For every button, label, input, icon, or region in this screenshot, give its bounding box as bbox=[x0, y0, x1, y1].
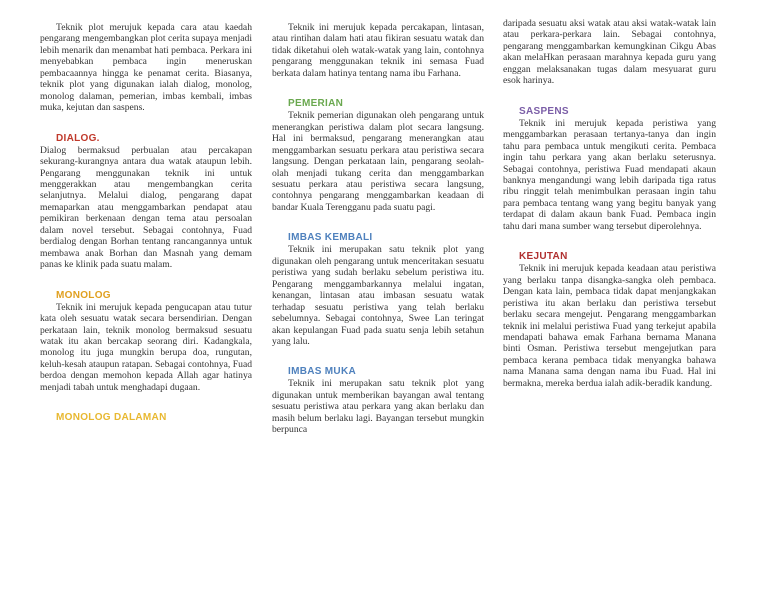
saspens-paragraph: Teknik ini merujuk kepada peristiwa yang menggambarkan perasaan tertanya-tanya dan ingin tahu para pembaca untuk mengikuti cerita. Pembaca ingin tahu perkara yang akan berlaku seterusnya. Sebagai contohnya, peristiwa Fuad mendapati akaun banknya mengandungi wang lebih daripada tiga ratus ribu ringgit telah menimbulkan perasaan ingin tahu para pembaca tentang wang yang begitu banyak yang terdapat di dalam akaun bank Fuad. Pembaca ingin tahu dari mana sumber wang tersebut diperolehnya. bbox=[503, 117, 716, 232]
imbas-kembali-paragraph: Teknik ini merupakan satu teknik plot yang digunakan oleh pengarang untuk menceritakan sesuatu peristiwa yang sudah berlaku sebelum peristiwa itu. Pengarang menggambarkannya melalui ingatan, kenangan, lintasan atau imbasan sesuatu watak terhadap sesuatu peristiwa yang telah berlaku sebelumnya. Sebagai contohnya, Swee Lan teringat akan kepulangan Fuad pada suatu senja lebih setahun yang lalu. bbox=[272, 244, 484, 347]
monolog-paragraph: Teknik ini merujuk kepada pengucapan atau tutur kata oleh sesuatu watak secara bersendirian. Dengan perkataan lain, teknik monolog bermaksud sesuatu watak itu akan bercakap seorang diri. Kadangkala, monolog itu juga mungkin berupa doa, rungutan, keluh-kesah ataupun ratapan. Sebagai contohnya, Fuad berdoa dengan memohon kepada Allah agar hatinya menjadi tabah untuk menghadapi dugaan. bbox=[40, 301, 252, 393]
imbas-muka-heading: IMBAS MUKA bbox=[288, 366, 356, 378]
imbas-kembali-heading: IMBAS KEMBALI bbox=[288, 232, 373, 244]
monolog-dalaman-heading: MONOLOG DALAMAN bbox=[56, 412, 167, 424]
kejutan-paragraph: Teknik ini merujuk kepada keadaan atau peristiwa yang berlaku tanpa disangka-sangka oleh pembaca. Dengan kata lain, pembaca tidak dapat menjangkakan peristiwa itu akan berlaku dan peristiwa tersebut berlaku secara mengejut. Pengarang menggambarkan teknik ini melalui peristiwa Fuad yang terkejut apabila mendapati bahawa emak Farhana bernama Manana binti Osman. Peristiwa tersebut mengejutkan para pembaca kerana pembaca tidak menyangka bahawa nama Manana sama dengan nama ibu Fuad. Hal ini bermakna, mereka berdua ialah adik-beradik kandung. bbox=[503, 263, 716, 389]
pemerian-paragraph: Teknik pemerian digunakan oleh pengarang untuk menerangkan peristiwa dalam plot secara langsung. Hal ini bermaksud, pengarang menerangkan atau menggambarkan sesuatu perkara atau peristiwa secara langsung. Dengan perkataan lain, pengarang seolah-olah menjadi tukang cerita dan menggambarkan sesuatu perkara atau peristiwa secara langsung, contohnya pengarang menggambarkan keadaan di bandar Kuala Terengganu pada suatu pagi. bbox=[272, 110, 484, 213]
dialog-paragraph: Dialog bermaksud perbualan atau percakapan sekurang-kurangnya antara dua watak ataupun lebih. Pengarang menggunakan teknik ini untuk menggerakkan atau mengembangkan cerita selanjutnya. Melalui dialog, pengarang dapat memaparkan atau menggambarkan pendapat atau pemikiran berkenaan dengan tema atau persoalan dalam novel tersebut. Sebagai contohnya, Fuad berdialog dengan Borhan tentang rancangannya untuk membawa anak Borhan dan Masnah yang demam panas ke klinik pada suatu malam. bbox=[40, 144, 252, 271]
column-left bbox=[40, 22, 252, 424]
imbas-muka-paragraph: Teknik ini merupakan satu teknik plot yang digunakan untuk memberikan bayangan awal tentang sesuatu peristiwa atau perkara yang akan berlaku dan masih belum berlaku lagi. Bayangan tersebut mungkin berpunca bbox=[272, 378, 484, 436]
pemerian-heading: PEMERIAN bbox=[288, 98, 344, 110]
intro-paragraph: Teknik plot merujuk kepada cara atau kaedah pengarang mengembangkan plot cerita supaya menjadi lebih menarik dan menambat hati pembaca. Perkara ini menyebabkan pembaca ingin meneruskan pembacaannya hingga ke penamat cerita. Biasanya, teknik plot yang digunakan ialah dialog, monolog, monolog dalaman, pemerian, imbas kembali, imbas muka, kejutan dan saspens. bbox=[40, 22, 252, 114]
dialog-heading: DIALOG. bbox=[56, 132, 100, 144]
saspens-heading: SASPENS bbox=[519, 105, 569, 117]
monolog-heading: MONOLOG bbox=[56, 289, 111, 301]
column-right bbox=[503, 18, 716, 389]
imbas-muka-continuation: daripada sesuatu aksi watak atau aksi watak-watak lain atau perkara-perkara lain. Sebagai contohnya, pengarang menggambarkan kemungkinan Cikgu Abas akan melaHkan perasaan marahnya kepada guru yang enggan melaksanakan tugas dalam mesyuarat guru esok harinya. bbox=[503, 18, 716, 87]
column-middle bbox=[272, 22, 484, 436]
kejutan-heading: KEJUTAN bbox=[519, 251, 568, 263]
monolog-dalaman-paragraph: Teknik ini merujuk kepada percakapan, lintasan, atau rintihan dalam hati atau fikiran sesuatu watak dan tidak diketahui oleh watak-watak yang lain, contohnya pengarang menggunakan teknik ini semasa Fuad berkata dalam hatinya tentang nama ibu Farhana. bbox=[272, 22, 484, 79]
